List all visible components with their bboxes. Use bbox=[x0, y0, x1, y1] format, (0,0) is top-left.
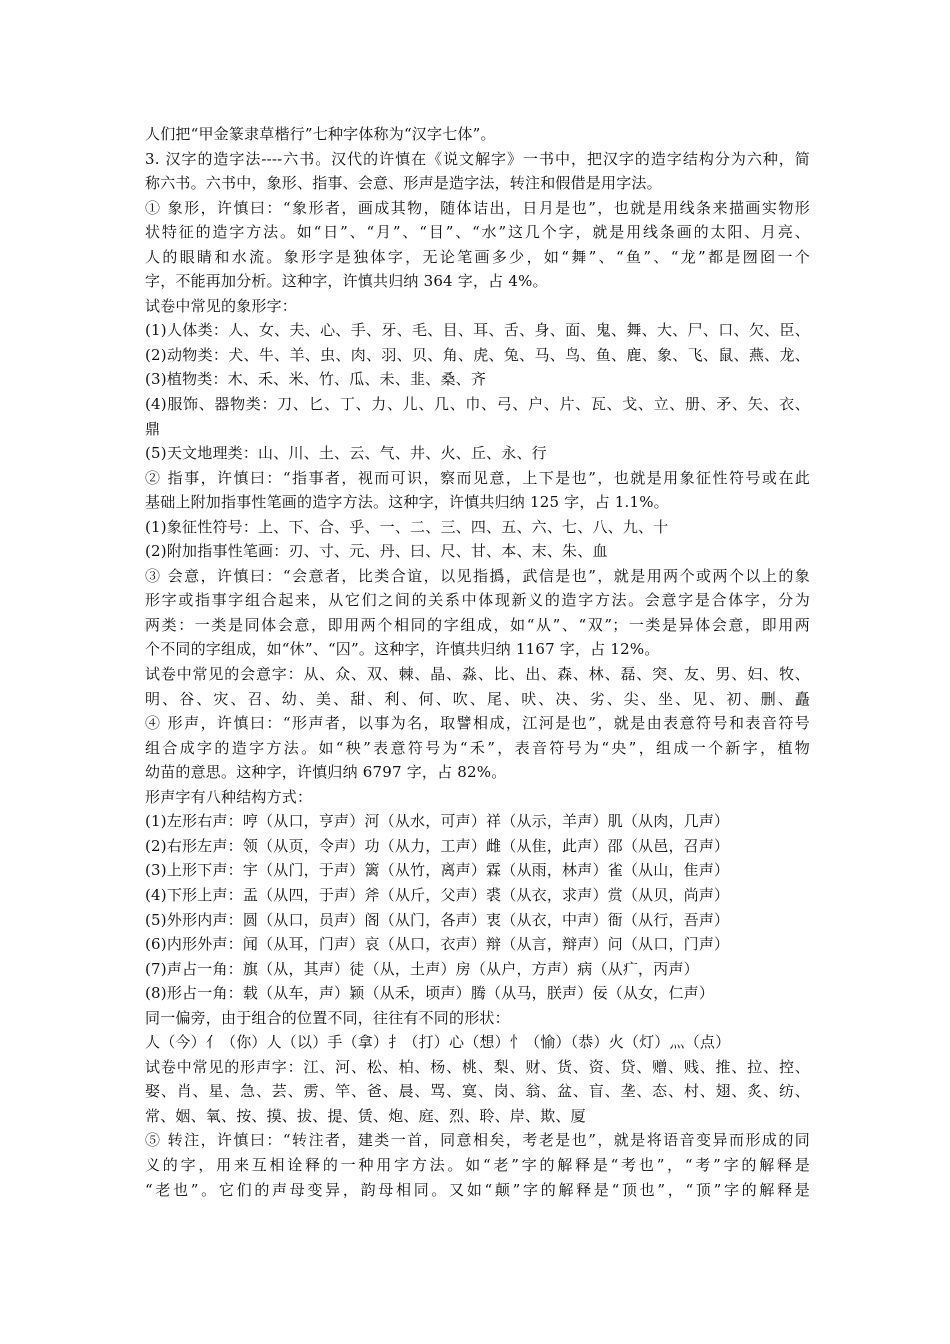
text-line: (6)内形外声：闻（从耳，门声）哀（从口，衣声）辩（从言，辩声）问（从口，门声） bbox=[145, 935, 730, 954]
text-line: 义的字，用来互相诠释的一种用字方法。如“老”字的解释是“考也”，“考”字的解释是 bbox=[145, 1155, 810, 1174]
text-line: 基础上附加指事性笔画的造字方法。这种字，许慎共归纳 125 字，占 1.1%。 bbox=[145, 493, 669, 512]
text-line: 两类：一类是同体会意，即用两个相同的字组成，如“从”、“双”；一类是异体会意，即用两 bbox=[145, 615, 810, 634]
text-line: ② 指事，许慎曰：“指事者，视而可识，察而见意，上下是也”，也就是用象征性符号或在此 bbox=[145, 468, 810, 487]
text-line: 娶、肖、星、急、芸、雳、竿、爸、晨、骂、寞、岗、翁、盆、盲、垄、态、村、翅、炙、纺、 bbox=[145, 1082, 810, 1101]
text-line: 人们把“甲金篆隶草楷行”七种字体称为“汉字七体”。 bbox=[145, 125, 496, 143]
text-line: 字，不能再加分析。这种字，许慎共归纳 364 字，占 4%。 bbox=[145, 272, 548, 291]
text-line: 幼苗的意思。这种字，许慎归纳 6797 字，占 82%。 bbox=[145, 763, 507, 782]
text-line: (1)象征性符号：上、下、合、乎、一、二、三、四、五、六、七、八、九、十 bbox=[145, 517, 669, 536]
text-line: (7)声占一角：旗（从，其声）徒（从，土声）房（从户，方声）病（从疒，丙声） bbox=[145, 959, 699, 978]
text-line: (1)人体类：人、女、夫、心、手、牙、毛、目、耳、舌、身、面、鬼、舞、大、尸、口、欠、臣、 bbox=[145, 321, 810, 340]
text-line: (4)下形上声：盂（从四，于声）斧（从斤，父声）裘（从衣，求声）赏（从贝，尚声） bbox=[145, 885, 730, 904]
text-line: 试卷中常见的形声字：江、河、松、柏、杨、桃、梨、财、货、资、贷、赠、贱、推、拉、控、 bbox=[145, 1057, 810, 1076]
text-line: 3. 汉字的造字法----六书。汉代的许慎在《说文解字》一书中，把汉字的造字结构分为六种，简 bbox=[145, 149, 810, 168]
text-line: (5)外形内声：圆（从口，员声）阁（从门，各声）衷（从衣，中声）衙（从行，吾声） bbox=[145, 910, 730, 929]
text-line: 个不同的字组成，如“休”、“囚”。这种字，许慎共归纳 1167 字，占 12%。 bbox=[145, 640, 660, 659]
text-line: (8)形占一角：载（从车，声）颖（从禾，顷声）腾（从马，朕声）佞（从女，仁声） bbox=[145, 984, 715, 1003]
text-line: (5)天文地理类：山、川、土、云、气、井、火、丘、永、行 bbox=[145, 444, 547, 463]
text-line: (4)服饰、器物类：刀、匕、丁、力、儿、几、巾、弓、户、片、瓦、戈、立、册、矛、矢、衣、 bbox=[145, 395, 810, 414]
text-line: (2)动物类：犬、牛、羊、虫、肉、羽、贝、角、虎、兔、马、鸟、鱼、鹿、象、飞、鼠、燕、龙、 bbox=[145, 345, 810, 364]
text-line: “老也”。它们的声母变异，韵母相同。又如“颠”字的解释是“顶也”，“顶”字的解释是 bbox=[145, 1180, 810, 1199]
text-line: 组合成字的造字方法。如“秧”表意符号为“禾”，表音符号为“央”，组成一个新字，植物 bbox=[145, 738, 810, 757]
text-line: (3)上形下声：宇（从门，于声）篱（从竹，离声）霖（从雨，林声）雀（从山，隹声） bbox=[145, 861, 730, 880]
text-line: ⑤ 转注，许慎曰：“转注者，建类一首，同意相矣，考老是也”，就是将语音变异而形成的同 bbox=[145, 1131, 810, 1150]
text-line: (2)附加指事性笔画：刃、寸、元、丹、曰、尺、甘、本、末、朱、血 bbox=[145, 542, 608, 561]
text-line: 状特征的造字方法。如“日”、“月”、“目”、“水”这几个字，就是用线条画的太阳、月亮、 bbox=[145, 223, 810, 242]
text-line: 形声字有八种结构方式： bbox=[145, 787, 313, 806]
text-line: (2)右形左声：领（从页，令声）功（从力，工声）雌（从隹，此声）邵（从邑，召声） bbox=[145, 836, 730, 855]
text-line: (1)左形右声：哼（从口，亨声）河（从水，可声）祥（从示，羊声）肌（从肉，几声） bbox=[145, 812, 730, 831]
text-line: 常、姻、氧、按、摸、拔、提、赁、炮、庭、烈、聆、岸、欺、厦 bbox=[145, 1106, 586, 1125]
text-line: 鼎 bbox=[145, 419, 161, 438]
text-line: 人（今）亻（你）人（以）手（拿）扌（打）心（想）忄（愉）（恭）火（灯）灬（点） bbox=[145, 1033, 731, 1052]
document-page bbox=[145, 122, 810, 1202]
text-line: 称六书。六书中，象形、指事、会意、形声是造字法，转注和假借是用字法。 bbox=[145, 174, 662, 193]
text-line: ① 象形，许慎曰：“象形者，画成其物，随体诘出，日月是也”，也就是用线条来描画实物形 bbox=[145, 198, 810, 217]
text-line: 人的眼睛和水流。象形字是独体字，无论笔画多少，如“舞”、“鱼”、“龙”都是囫囵一个 bbox=[145, 247, 810, 266]
text-line: 试卷中常见的会意字：从、众、双、棘、晶、淼、比、出、森、林、磊、突、友、男、妇、牧、 bbox=[145, 665, 810, 684]
text-line: 明、谷、灾、召、幼、美、甜、利、何、吹、尾、吠、决、劣、尖、坐、见、初、删、矗 bbox=[145, 689, 810, 708]
text-line: (3)植物类：木、禾、米、竹、瓜、未、韭、桑、齐 bbox=[145, 370, 487, 389]
text-line: 试卷中常见的象形字： bbox=[145, 296, 298, 315]
text-line: ③ 会意，许慎曰：“会意者，比类合谊，以见指撝，武信是也”，就是用两个或两个以上的象 bbox=[145, 566, 810, 585]
text-line: ④ 形声，许慎曰：“形声者，以事为名，取譬相成，江河是也”，就是由表意符号和表音符号 bbox=[145, 714, 810, 733]
text-line: 同一偏旁，由于组合的位置不同，往往有不同的形状： bbox=[145, 1008, 510, 1027]
text-line: 形字或指事字组合起来，从它们之间的关系中体现新义的造字方法。会意字是合体字，分为 bbox=[145, 591, 810, 610]
